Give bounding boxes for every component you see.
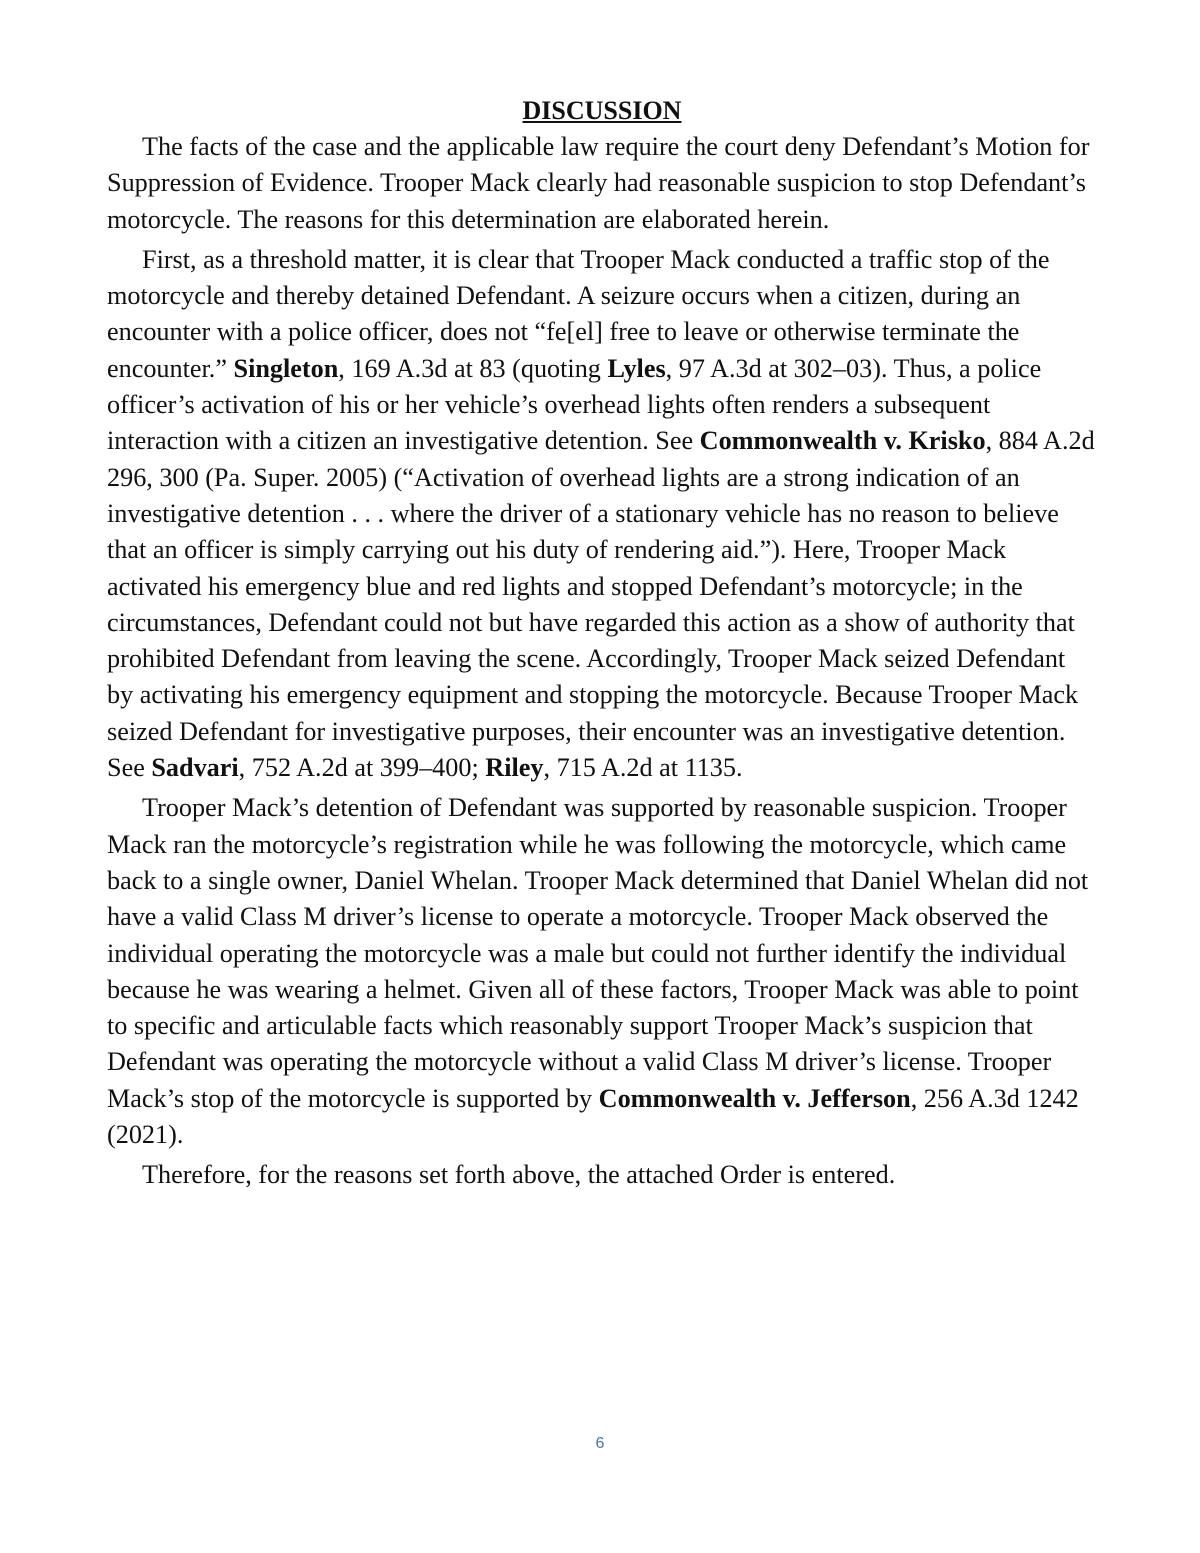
text-run: , 884 A.2d 296, 300 (Pa. Super. 2005) (“Activation of overhead lights are a strong indication of an investigative detention . . . where the driver of a stationary vehicle has no reason to believe that an officer is simply carrying out his duty of rendering aid.”). Here, Trooper Mack activated his emergency blue and red lights and stopped Defendant’s motorcycle; in the circumstances, Defendant could not but have regarded this action as a show of authority that prohibited Defendant from leaving the scene. Accordingly, Trooper Mack seized Defendant by activating his emergency equipment and stopping the motorcycle. Because Trooper Mack seized Defendant for investigative purposes, their encounter was an investigative detention. See — [107, 426, 1095, 783]
page-number: 6 — [595, 1435, 605, 1452]
case-citation: Sadvari — [151, 753, 239, 783]
document-page — [107, 93, 1097, 1198]
text-run: , 169 A.3d at 83 (quoting — [338, 353, 608, 383]
case-citation: Commonwealth v. Krisko — [699, 426, 986, 456]
section-heading: DISCUSSION — [522, 96, 682, 125]
document-body — [107, 129, 1097, 1194]
text-run: , 715 A.2d at 1135. — [543, 753, 743, 783]
paragraph — [107, 1157, 1097, 1193]
paragraph — [107, 242, 1097, 786]
text-run: , 256 A.3d 1242 (2021). — [107, 1083, 1079, 1150]
case-citation: Singleton — [233, 353, 339, 383]
text-run: , 752 A.2d at 399–400; — [238, 753, 486, 783]
case-citation: Commonwealth v. Jefferson — [598, 1083, 911, 1113]
case-citation: Riley — [485, 753, 544, 783]
text-run: The facts of the case and the applicable law require the court deny Defendant’s Motion for Suppression of Evidence. Trooper Mack clearly had reasonable suspicion to stop Defendant’s motorcycle. The reasons for this determination are elaborated herein. — [107, 132, 1090, 234]
text-run: Trooper Mack’s detention of Defendant was supported by reasonable suspicion. Trooper Mack ran the motorcycle’s registration while he was following the motorcycle, which came back to a single owner, Daniel Whelan. Trooper Mack determined that Daniel Whelan did not have a valid Class M driver’s license to operate a motorcycle. Trooper Mack observed the individual operating the motorcycle was a male but could not further identify the individual because he was wearing a helmet. Given all of these factors, Trooper Mack was able to point to specific and articulable facts which reasonably support Trooper Mack’s suspicion that Defendant was operating the motorcycle without a valid Class M driver’s license. Trooper Mack’s stop of the motorcycle is supported by — [107, 793, 1089, 1113]
case-citation: Lyles — [607, 353, 666, 383]
text-run: First, as a threshold matter, it is clear that Trooper Mack conducted a traffic stop of the motorcycle and thereby detained Defendant. A seizure occurs when a citizen, during an encounter with a police officer, does not “fe[el] free to leave or otherwise terminate the encounter.” — [107, 244, 1050, 383]
text-run: Therefore, for the reasons set forth above, the attached Order is entered. — [142, 1160, 896, 1190]
paragraph — [107, 129, 1097, 238]
text-run: , 97 A.3d at 302–03). Thus, a police officer’s activation of his or her vehicle’s overhead lights often renders a subsequent interaction with a citizen an investigative detention. See — [107, 353, 1042, 456]
paragraph — [107, 790, 1097, 1153]
